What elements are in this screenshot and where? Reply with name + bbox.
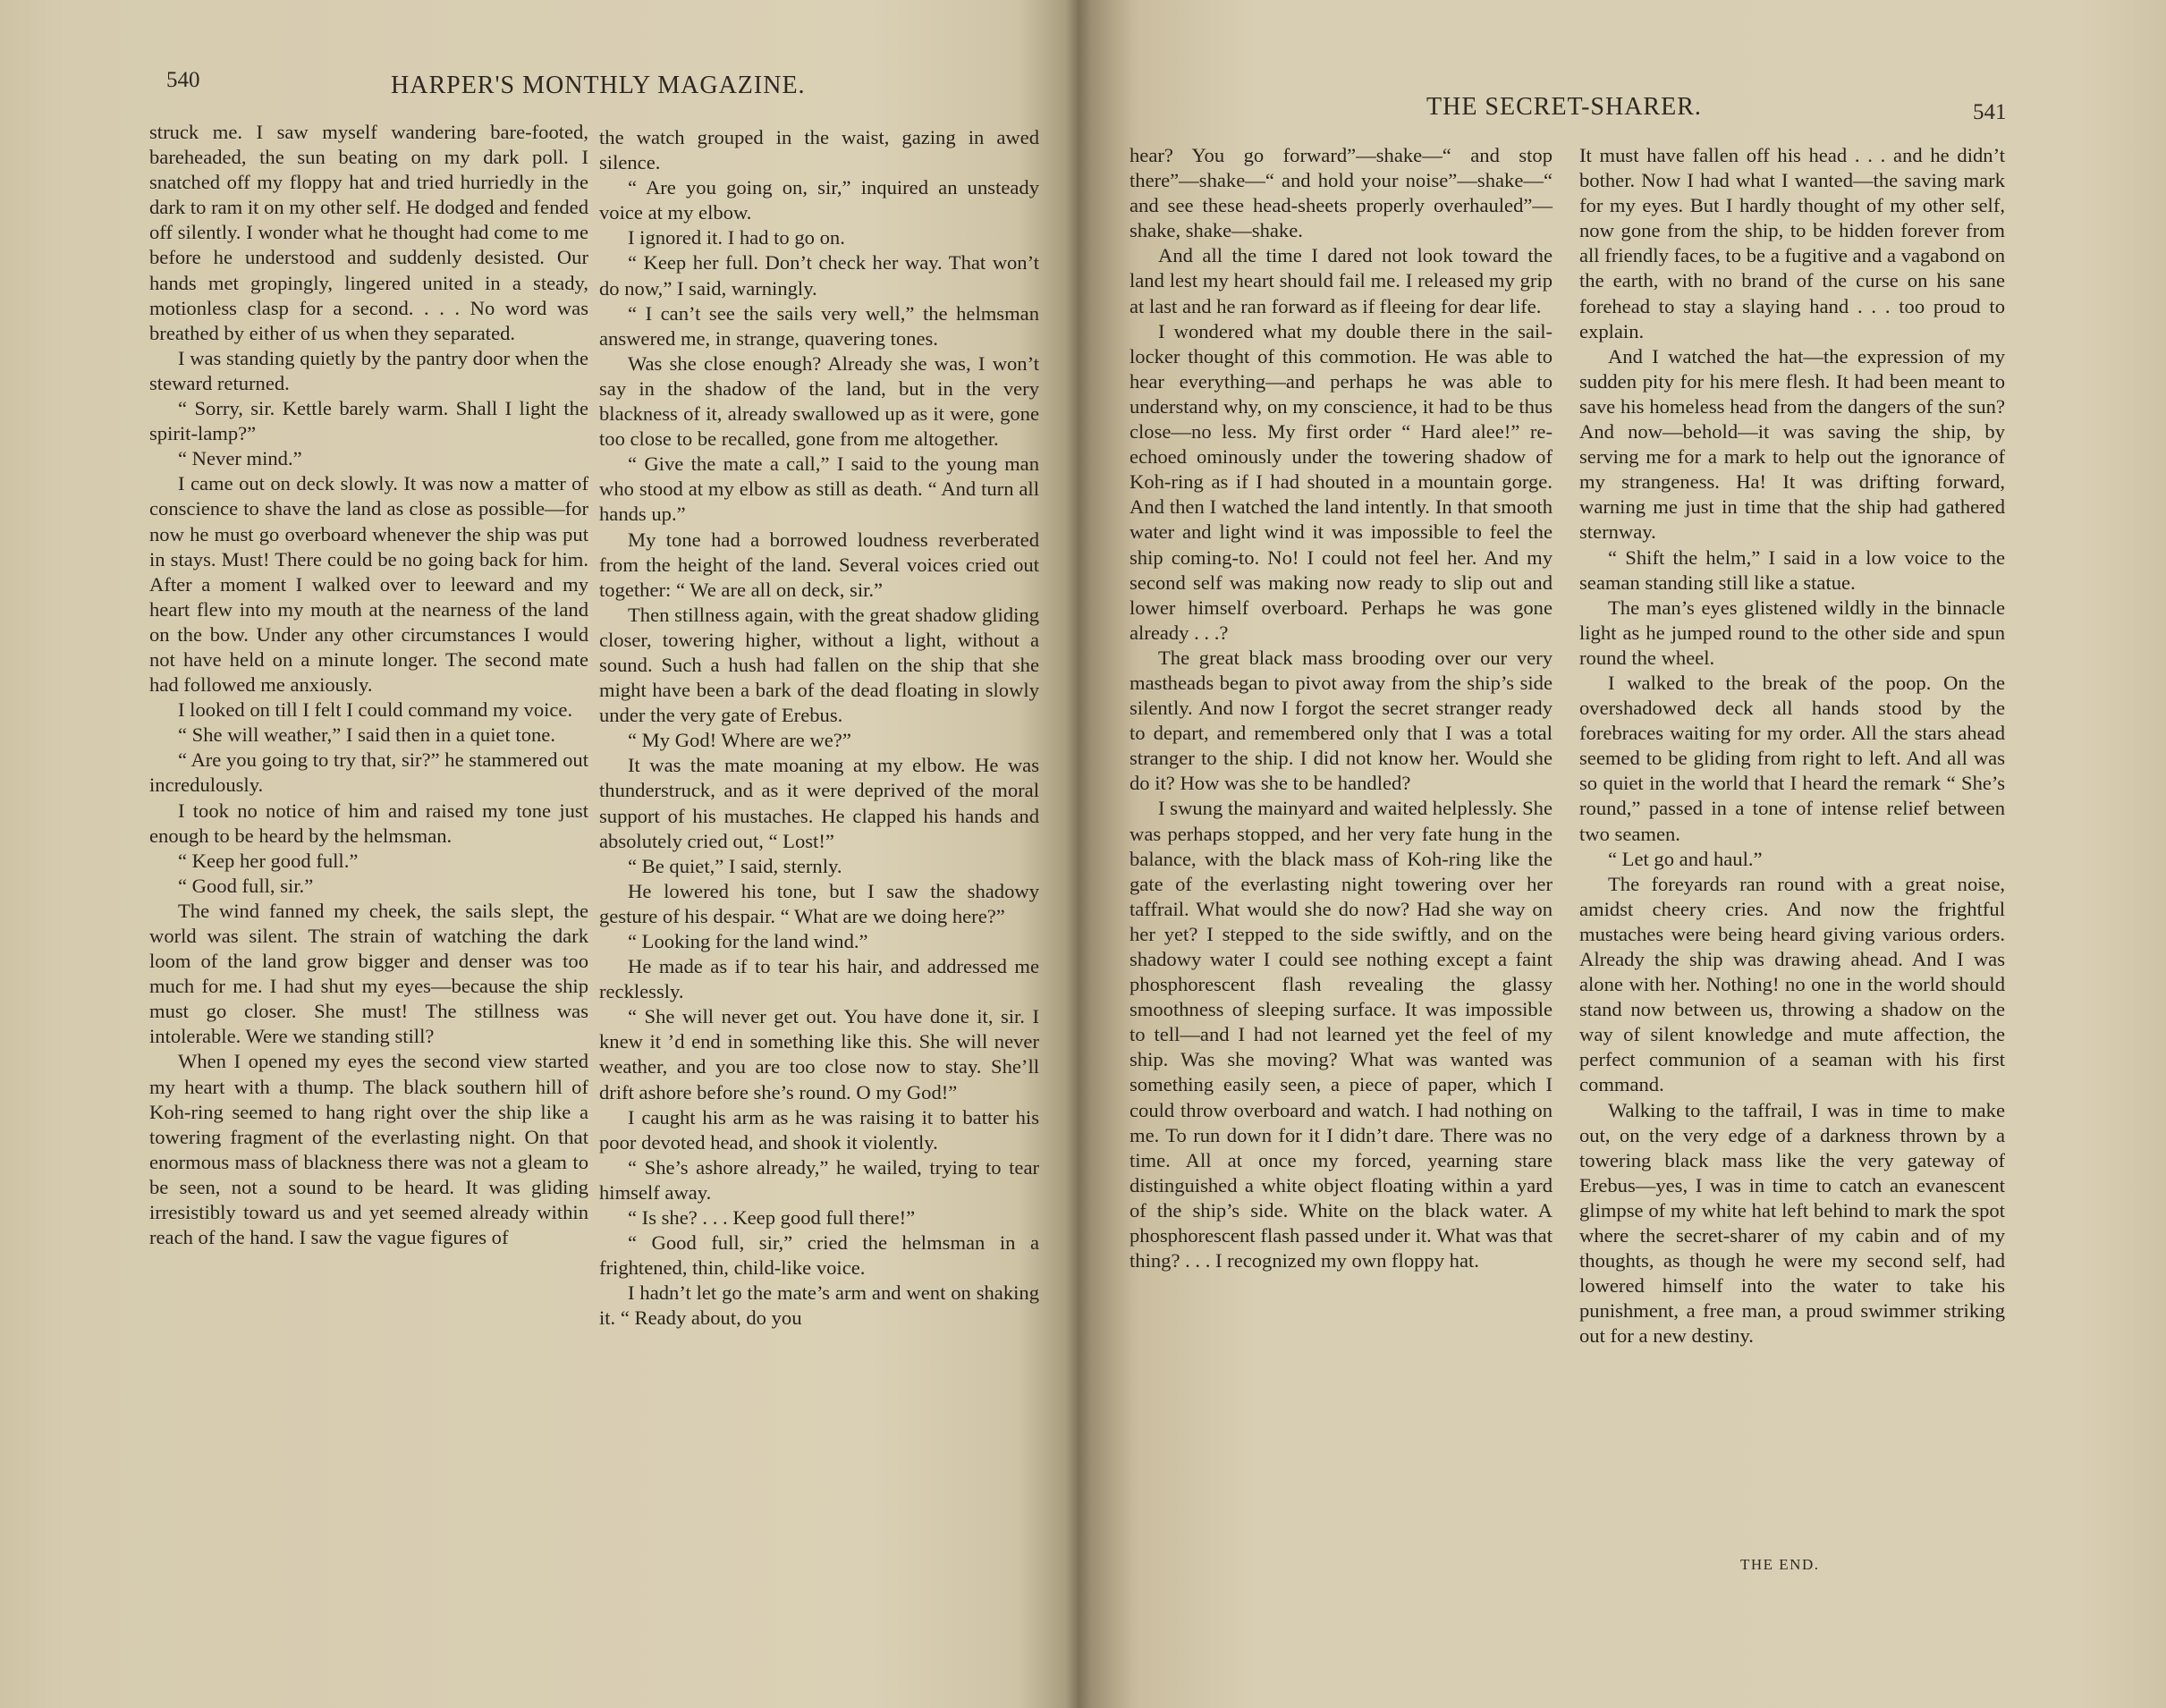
page-number-right: 541 [1973,100,2007,124]
paragraph: “ She will never get out. You have done it, sir. I knew it ’d end in something like this. She will never weather, and you are too close now to stay. She’ll drift ashore before she’s round. O my God!” [599,1005,1039,1103]
paragraph: And all the time I dared not look toward the land lest my heart should fail me. I released my grip at last and he ran forward as if fleeing for dear life. [1130,244,1553,317]
paragraph: I wondered what my double there in the sail-locker thought of this commotion. He was able to hear everything—and perhaps he was able to understand why, on my conscience, it had to be thus close—no less. My first order “ Hard alee!” re-echoed ominously under the towering shadow of Koh-ring as if I had shouted in a mountain gorge. And then I watched the land intently. In that smooth water and light wind it was impossible to feel the ship coming-to. No! I could not feel her. And my second self was making now ready to slip out and lower himself overboard. Perhaps he was gone already . . .? [1130,319,1553,644]
paragraph: “ Never mind.” [178,447,302,470]
left-page [0,0,1069,1708]
paragraph: “ Be quiet,” I said, sternly. [628,854,842,877]
right-page [1069,0,2166,1708]
paragraph: The wind fanned my cheek, the sails slept, the world was silent. The strain of watching the dark loom of the land grow bigger and denser was too much for me. I had shut my eyes—because the ship must go closer. She must! The stillness was intolerable. Were we standing still? [149,899,588,1048]
paragraph: “ Good full, sir,” cried the helmsman in a frightened, thin, child-like voice. [599,1231,1039,1280]
paragraph: “ Keep her full. Don’t check her way. That won’t do now,” I said, warningly. [599,251,1039,300]
paragraph: I caught his arm as he was raising it to batter his poor devoted head, and shook it violently. [599,1105,1039,1154]
paragraph: I came out on deck slowly. It was now a matter of conscience to shave the land as close as possible—for now he must go overboard whenever the ship was put in stays. Must! There could be no going back for him. After a moment I walked over to leeward and my heart flew into my mouth at the nearness of the land on the bow. Under any other circumstances I would not have held on a minute longer. The second mate had followed me anxiously. [149,472,588,697]
paragraph: “ Are you going on, sir,” inquired an unsteady voice at my elbow. [599,176,1039,224]
paragraph: He lowered his tone, but I saw the shadowy gesture of his despair. “ What are we doing here?” [599,879,1039,927]
page-number-left: 540 [166,68,200,92]
paragraph: It was the mate moaning at my elbow. He was thunderstruck, and as it were deprived of the moral support of his mustaches. He clapped his hands and absolutely cried out, “ Lost!” [599,754,1039,852]
paragraph: And I watched the hat—the expression of my sudden pity for his mere flesh. It had been meant to save his homeless head from the dangers of the sun? And now—behold—it was saving the ship, by serving me for a mark to help out the ignorance of my strangeness. Ha! It was drifting forward, warning me just in time that the ship had gathered sternway. [1579,344,2005,544]
paragraph: The foreyards ran round with a great noise, amidst cheery cries. And now the frightful mustaches were being heard giving various orders. Already the ship was drawing ahead. And I was alone with her. Nothing! no one in the world should stand now between us, throwing a shadow on the way of silent knowledge and mute affection, the perfect communion of a seaman with his first command. [1579,872,2005,1096]
paragraph: the watch grouped in the waist, gazing in awed silence. [599,126,1039,174]
paragraph: He made as if to tear his hair, and addressed me recklessly. [599,955,1039,1003]
paragraph: “ Shift the helm,” I said in a low voice to the seaman standing still like a statue. [1579,545,2005,594]
left-column-2 [599,125,1039,1332]
paragraph: I hadn’t let go the mate’s arm and went on shaking it. “ Ready about, do you [599,1281,1039,1330]
paragraph: I looked on till I felt I could command my voice. [178,698,573,722]
running-head-right: THE SECRET-SHARER. [1426,93,1702,121]
right-column-2 [1579,143,2005,1349]
paragraph: “ Is she? . . . Keep good full there!” [628,1206,916,1230]
paragraph: “ I can’t see the sails very well,” the helmsman answered me, in strange, quavering tones. [599,301,1039,350]
paragraph: “ Let go and haul.” [1608,847,1763,870]
paragraph: Then stillness again, with the great shadow gliding closer, towering higher, without a light, without a sound. Such a hush had fallen on the ship that she might have been a bark of the dead floating in slowly under the very gate of Erebus. [599,603,1039,727]
paragraph: The man’s eyes glistened wildly in the binnacle light as he jumped round to the other side and spun round the wheel. [1579,596,2005,669]
paragraph: “ Sorry, sir. Kettle barely warm. Shall I light the spirit-lamp?” [149,397,588,445]
paragraph: “ She will weather,” I said then in a quiet tone. [178,723,555,747]
right-column-1 [1130,143,1553,1273]
paragraph: I was standing quietly by the pantry door when the steward returned. [149,346,588,394]
paragraph: Was she close enough? Already she was, I won’t say in the shadow of the land, but in the very blackness of it, already swallowed up as it were, gone too close to be recalled, gone from me altogether. [599,351,1039,451]
paragraph: I walked to the break of the poop. On the overshadowed deck all hands stood by the forebraces waiting for my order. All the stars ahead seemed to be gliding from right to left. And all was so quiet in the world that I heard the remark “ She’s round,” passed in a tone of intense relief between two seamen. [1579,671,2005,845]
paragraph: It must have fallen off his head . . . and he didn’t bother. Now I had what I wanted—the saving mark for my eyes. But I hardly thought of my other self, now gone from the ship, to be hidden forever from all friendly faces, to be a fugitive and a vagabond on the earth, with no brand of the curse on his sane forehead to stay a slaying hand . . . too proud to explain. [1579,144,2005,342]
paragraph: My tone had a borrowed loudness reverberated from the height of the land. Several voices cried out together: “ We are all on deck, sir.” [599,528,1039,601]
left-column-1 [149,120,588,1250]
paragraph: The great black mass brooding over our very mastheads began to pivot away from the ship’s side silently. And now I forgot the secret stranger ready to depart, and remembered only that I was a total stranger to the ship. I did not know her. Would she do it? How was she to be handled? [1130,646,1553,795]
paragraph: “ My God! Where are we?” [628,729,851,752]
paragraph: “ Good full, sir.” [178,874,314,897]
paragraph: “ Keep her good full.” [178,849,359,872]
paragraph: “ She’s ashore already,” he wailed, trying to tear himself away. [599,1155,1039,1204]
running-head-left: HARPER'S MONTHLY MAGAZINE. [391,72,806,99]
end-mark: THE END. [1740,1556,1820,1573]
paragraph: “ Are you going to try that, sir?” he stammered out incredulously. [149,748,588,797]
paragraph: hear? You go forward”—shake—“ and stop there”—shake—“ and hold your noise”—shake—“ and see these head-sheets properly overhauled”—shake, shake—shake. [1130,144,1553,242]
paragraph: Walking to the taffrail, I was in time to make out, on the very edge of a darkness thrown by a towering black mass like the very gateway of Erebus—yes, I was in time to catch an evanescent glimpse of my white hat left behind to mark the spot where the secret-sharer of my cabin and of my thoughts, as though he were my second self, had lowered himself into the water to take his punishment, a free man, a proud swimmer striking out for a new destiny. [1579,1098,2005,1348]
paragraph: “ Give the mate a call,” I said to the young man who stood at my elbow as still as death. “ And turn all hands up.” [599,452,1039,526]
paragraph: struck me. I saw myself wandering bare-footed, bareheaded, the sun beating on my dark poll. I snatched off my floppy hat and tried hurriedly in the dark to ram it on my other self. He dodged and fended off silently. I wonder what he thought had come to me before he understood and suddenly desisted. Our hands met gropingly, lingered united in a steady, motionless clasp for a second. . . . No word was breathed by either of us when they separated. [149,121,588,344]
paragraph: “ Looking for the land wind.” [628,930,868,952]
paragraph: When I opened my eyes the second view started my heart with a thump. The black southern hill of Koh-ring seemed to hang right over the ship like a towering fragment of the everlasting night. On that enormous mass of blackness there was not a gleam to be seen, not a sound to be heard. It was gliding irresistibly toward us and yet seemed already within reach of the hand. I saw the vague figures of [149,1050,588,1249]
paragraph: I took no notice of him and raised my tone just enough to be heard by the helmsman. [149,799,588,847]
paragraph: I swung the mainyard and waited helplessly. She was perhaps stopped, and her very fate hung in the balance, with the black mass of Koh-ring like the gate of the everlasting night towering over her taffrail. What would she do now? Had she way on her yet? I stepped to the side swiftly, and on the shadowy water I could see nothing except a faint phosphorescent flash revealing the glassy smoothness of sleeping surface. It was impossible to tell—and I had not learned yet the feel of my ship. Was she moving? What was wanted was something easily seen, a piece of paper, which I could throw overboard and watch. I had nothing on me. To run down for it I didn’t dare. There was no time. All at once my forced, yearning stare distinguished a white object floating within a yard of the ship’s side. White on the black water. A phosphorescent flash passed under it. What was that thing? . . . I recognized my own floppy hat. [1130,797,1553,1273]
paragraph: I ignored it. I had to go on. [628,226,845,249]
